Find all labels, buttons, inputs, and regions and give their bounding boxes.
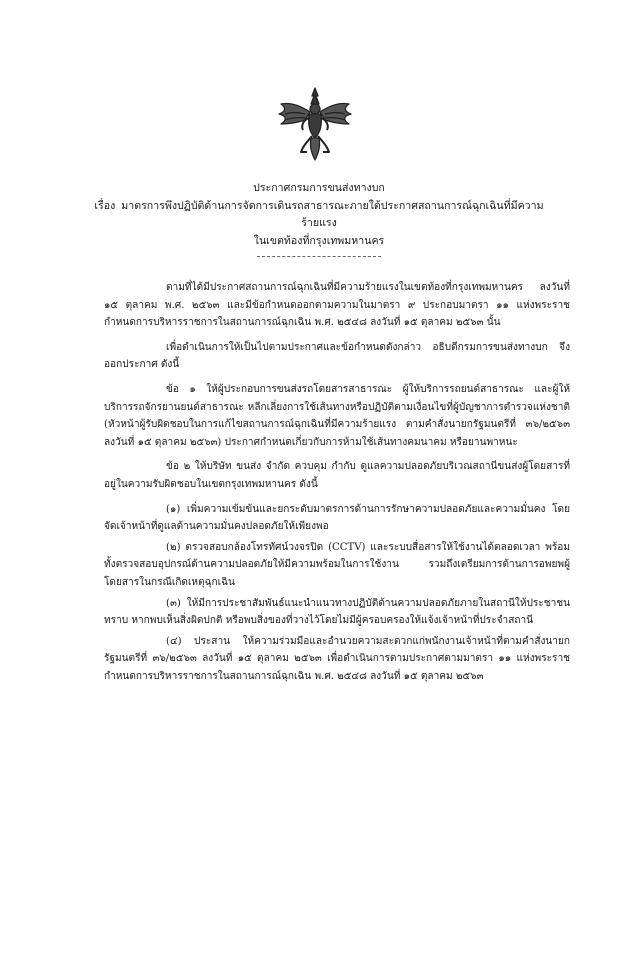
subject-text-continued: ในเขตท้องที่กรุงเทพมหานคร (253, 234, 385, 247)
document-page (0, 84, 628, 972)
document-subject (86, 198, 552, 233)
paragraph-1: ตามที่ได้มีประกาศสถานการณ์ฉุกเฉินที่มีความร้ายแรงในเขตท้องที่กรุงเทพมหานคร ลงวันที่ ๑๕ ตุลาคม พ.ศ. ๒๕๖๓ และมีข้อกำหนดออกตามความในมาตรา ๙ ประกอบมาตรา ๑๑ แห่งพระราชกำหนดการบริหารราชการในสถานการณ์ฉุกเฉิน พ.ศ. ๒๕๔๘ ลงวันที่ ๑๕ ตุลาคม ๒๕๖๓ นั้น (104, 282, 570, 329)
garuda-emblem-icon (275, 84, 355, 164)
heading-divider (257, 256, 381, 257)
document-title: ประกาศกรมการขนส่งทางบก (253, 182, 385, 194)
document-body (104, 279, 570, 685)
subject-text: มาตรการพึงปฏิบัติด้านการจัดการเดินรถสาธารณะภายใต้ประกาศสถานการณ์ฉุกเฉินที่มีความร้ายแรง (121, 199, 544, 229)
list-item-2: (๒) ตรวจสอบกล้องโทรทัศน์วงจรปิด (CCTV) และระบบสื่อสารให้ใช้งานได้ตลอดเวลา พร้อมทั้งตรวจสอบอุปกรณ์ด้านความปลอดภัยให้มีความพร้อมในการใช้งาน รวมถึงเตรียมการด้านการอพยพผู้โดยสารในกรณีเกิดเหตุฉุกเฉิน (104, 541, 570, 588)
paragraph-2: เพื่อดำเนินการให้เป็นไปตามประกาศและข้อกำหนดดังกล่าว อธิบดีกรมการขนส่งทางบก จึงออกประกาศ ดังนี้ (104, 341, 570, 371)
list-item-4: (๔) ประสาน ให้ความร่วมมือและอำนวยความสะดวกแก่พนักงานเจ้าหน้าที่ตามคำสั่งนายกรัฐมนตรีที่ ๓๖/๒๕๖๓ ลงวันที่ ๑๕ ตุลาคม ๒๕๖๓ เพื่อดำเนินการตามประกาศตามมาตรา ๑๑ แห่งพระราชกำหนดการบริหารราชการในสถานการณ์ฉุกเฉิน พ.ศ. ๒๕๔๘ ลงวันที่ ๑๕ ตุลาคม ๒๕๖๓ (104, 635, 570, 682)
document-heading (86, 180, 552, 250)
paragraph-3: ข้อ ๑ ให้ผู้ประกอบการขนส่งรถโดยสารสาธารณะ ผู้ให้บริการรถยนต์สาธารณะ และผู้ให้บริการรถจักรยานยนต์สาธารณะ หลีกเลี่ยงการใช้เส้นทางหรือปฏิบัติตามเงื่อนไขที่ผู้บัญชาการตำรวจแห่งชาติ (หัวหน้าผู้รับผิดชอบในการแก้ไขสถานการณ์ฉุกเฉินที่มีความร้ายแรง ตามคำสั่งนายกรัฐมนตรีที่ ๓๖/๒๕๖๓ ลงวันที่ ๑๕ ตุลาคม ๒๕๖๓) ประกาศกำหนดเกี่ยวกับการห้ามใช้เส้นทางคมนาคม หรือยานพาหนะ (104, 383, 570, 448)
list-item-3: (๓) ให้มีการประชาสัมพันธ์แนะนำแนวทางปฏิบัติด้านความปลอดภัยภายในสถานีให้ประชาชนทราบ หากพบเห็นสิ่งผิดปกติ หรือพบสิ่งของที่วางไว้โดยไม่มีผู้ครอบครองให้แจ้งเจ้าหน้าที่ประจำสถานี (104, 597, 570, 627)
paragraph-4: ข้อ ๒ ให้บริษัท ขนส่ง จำกัด ควบคุม กำกับ ดูแลความปลอดภัยบริเวณสถานีขนส่งผู้โดยสารที่อยู่ในความรับผิดชอบในเขตกรุงเทพมหานคร ดังนี้ (104, 461, 570, 490)
list-item-1: (๑) เพิ่มความเข้มข้นและยกระดับมาตรการด้านการรักษาความปลอดภัยและความมั่นคง โดยจัดเจ้าหน้าที่ดูแลด้านความมั่นคงปลอดภัยให้เพียงพอ (104, 503, 570, 533)
subject-label: เรื่อง (94, 199, 116, 212)
